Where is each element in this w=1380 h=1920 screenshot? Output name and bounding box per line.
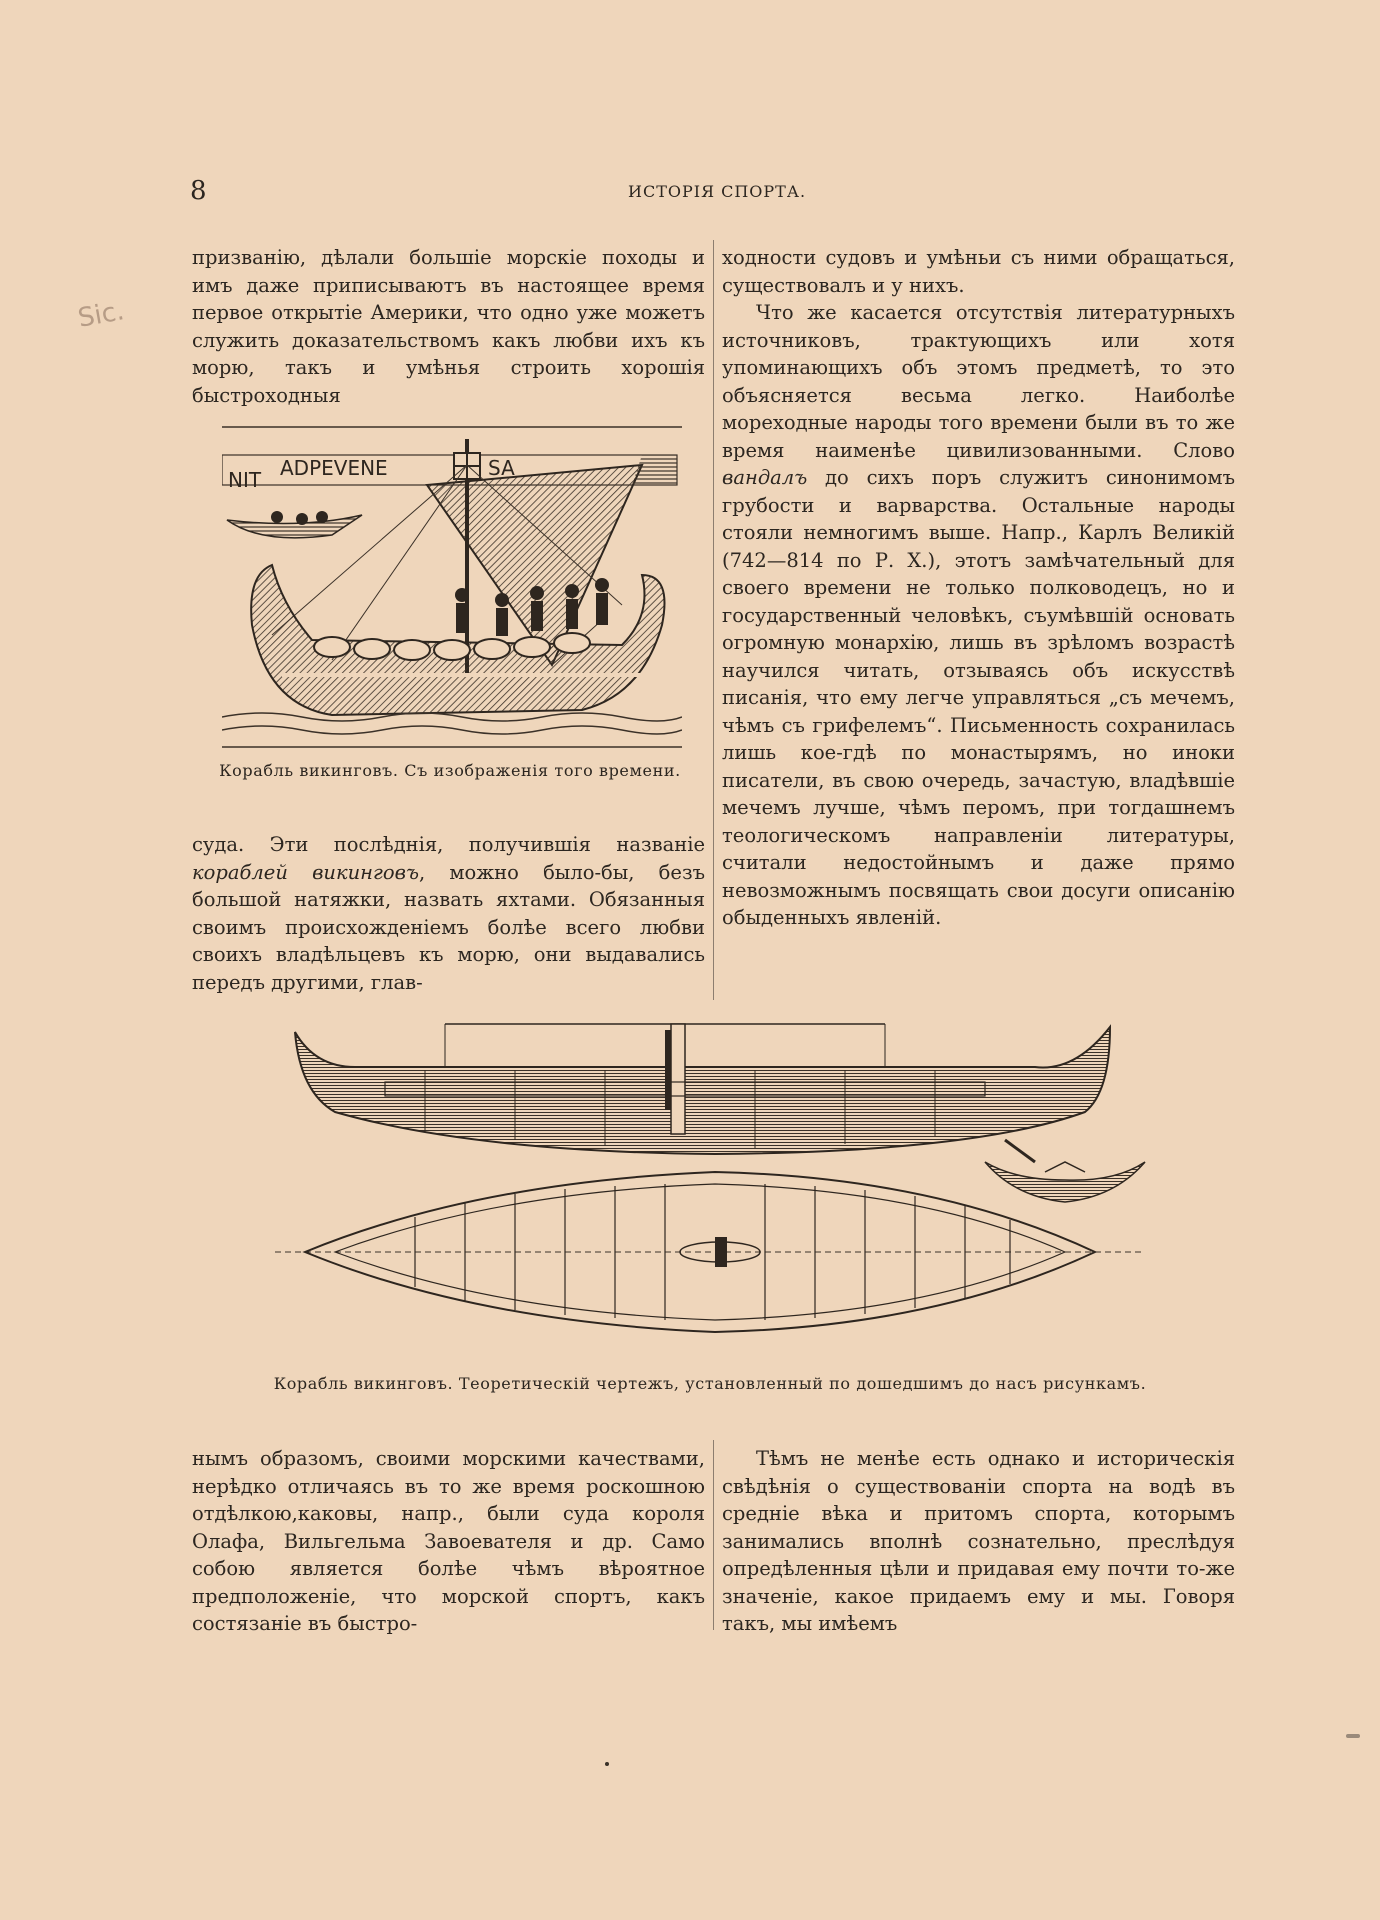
column-right-lower [722,1445,1235,1638]
figure-caption: Корабль викинговъ. Теоретическій чертежъ, установленный по дошедшимъ до насъ рисункамъ. [273,1374,1147,1393]
column-left-lower [192,1445,705,1638]
paragraph: Тѣмъ не менѣе есть однако и историческія свѣдѣнія о существованіи спорта на водѣ въ средніе вѣка и притомъ спорта, которымъ занимались вполнѣ сознательно, преслѣдуя опредѣленныя цѣли и придавая ему почти то-же значеніе, какое придаемъ ему и мы. Говоря такъ, мы имѣемъ [722,1447,1235,1635]
column-left-bottom [192,831,705,996]
ship-inscription-right: SA [488,456,515,480]
running-title: ИСТОРІЯ СПОРТА. [628,182,807,201]
paragraph: суда. Эти послѣднія, получившія названіе кораблей викинговъ, можно было-бы, безъ большой натяжки, назвать яхтами. Обязанныя своимъ происхожденіемъ болѣе всего любви своихъ владѣльцевъ къ морю, они выдавались передъ другими, глав- [192,833,705,994]
ship-inscription-left: NIT [228,468,262,492]
column-divider [713,1440,714,1630]
ship-inscription: ADPEVENE [280,456,388,480]
margin-handwritten-note: Sic. [75,296,127,334]
figure-caption: Корабль викинговъ. Съ изображенія того времени. [219,761,681,780]
paragraph: Что же касается отсутствія литературныхъ источниковъ, трактующихъ или хотя упоминающихъ объ этомъ предметѣ, то это объясняется весьма легко. Наиболѣе мореходные народы того времени были въ то же время наименѣе цивилизованными. Слово вандалъ до сихъ поръ служитъ синонимомъ грубости и варварства. Остальные народы стояли немногимъ выше. Напр., Карлъ Великій (742—814 по Р. Х.), этотъ замѣчательный для своего времени не только полководецъ, но и государственный человѣкъ, съумѣвшій основать огромную монархію, лишь въ зрѣломъ возрастѣ научился читать, отзываясь объ искусствѣ писанія, что ему легче управляться „съ мечемъ, чѣмъ съ грифелемъ“. Письменность сохранилась лишь кое-гдѣ по монастырямъ, но иноки писатели, въ свою очередь, зачастую, владѣвшіе мечемъ лучше, чѣмъ перомъ, при тогдашнемъ теологическомъ направленіи литературы, считали недостойнымъ и даже прямо невозможнымъ посвящать свои досуги описанію обыденныхъ явленій. [722,301,1235,929]
viking-ship-blueprint [275,1012,1155,1342]
column-divider [713,240,714,1000]
ink-speck [605,1762,609,1766]
column-left-top [192,244,705,409]
paper-smudge [1346,1734,1360,1738]
viking-ship-illustration [222,425,682,753]
paragraph: ходности судовъ и умѣньи съ ними обращаться, существовалъ и у нихъ. [722,246,1235,297]
column-right-top [722,244,1235,932]
paragraph: нымъ образомъ, своими морскими качествами, нерѣдко отличаясь въ то же время роскошною отдѣлкою,каковы, напр., были суда короля Олафа, Вильгельма Завоевателя и др. Само собою является болѣе чѣмъ вѣроятное предположеніе, что морской спортъ, какъ состязаніе въ быстро- [192,1447,705,1635]
page-number: 8 [190,176,207,206]
paragraph: призванію, дѣлали большіе морскіе походы и имъ даже приписываютъ въ настоящее время первое открытіе Америки, что одно уже можетъ служить доказательствомъ какъ любви ихъ къ морю, такъ и умѣнья строить хорошія быстроходныя [192,246,705,407]
